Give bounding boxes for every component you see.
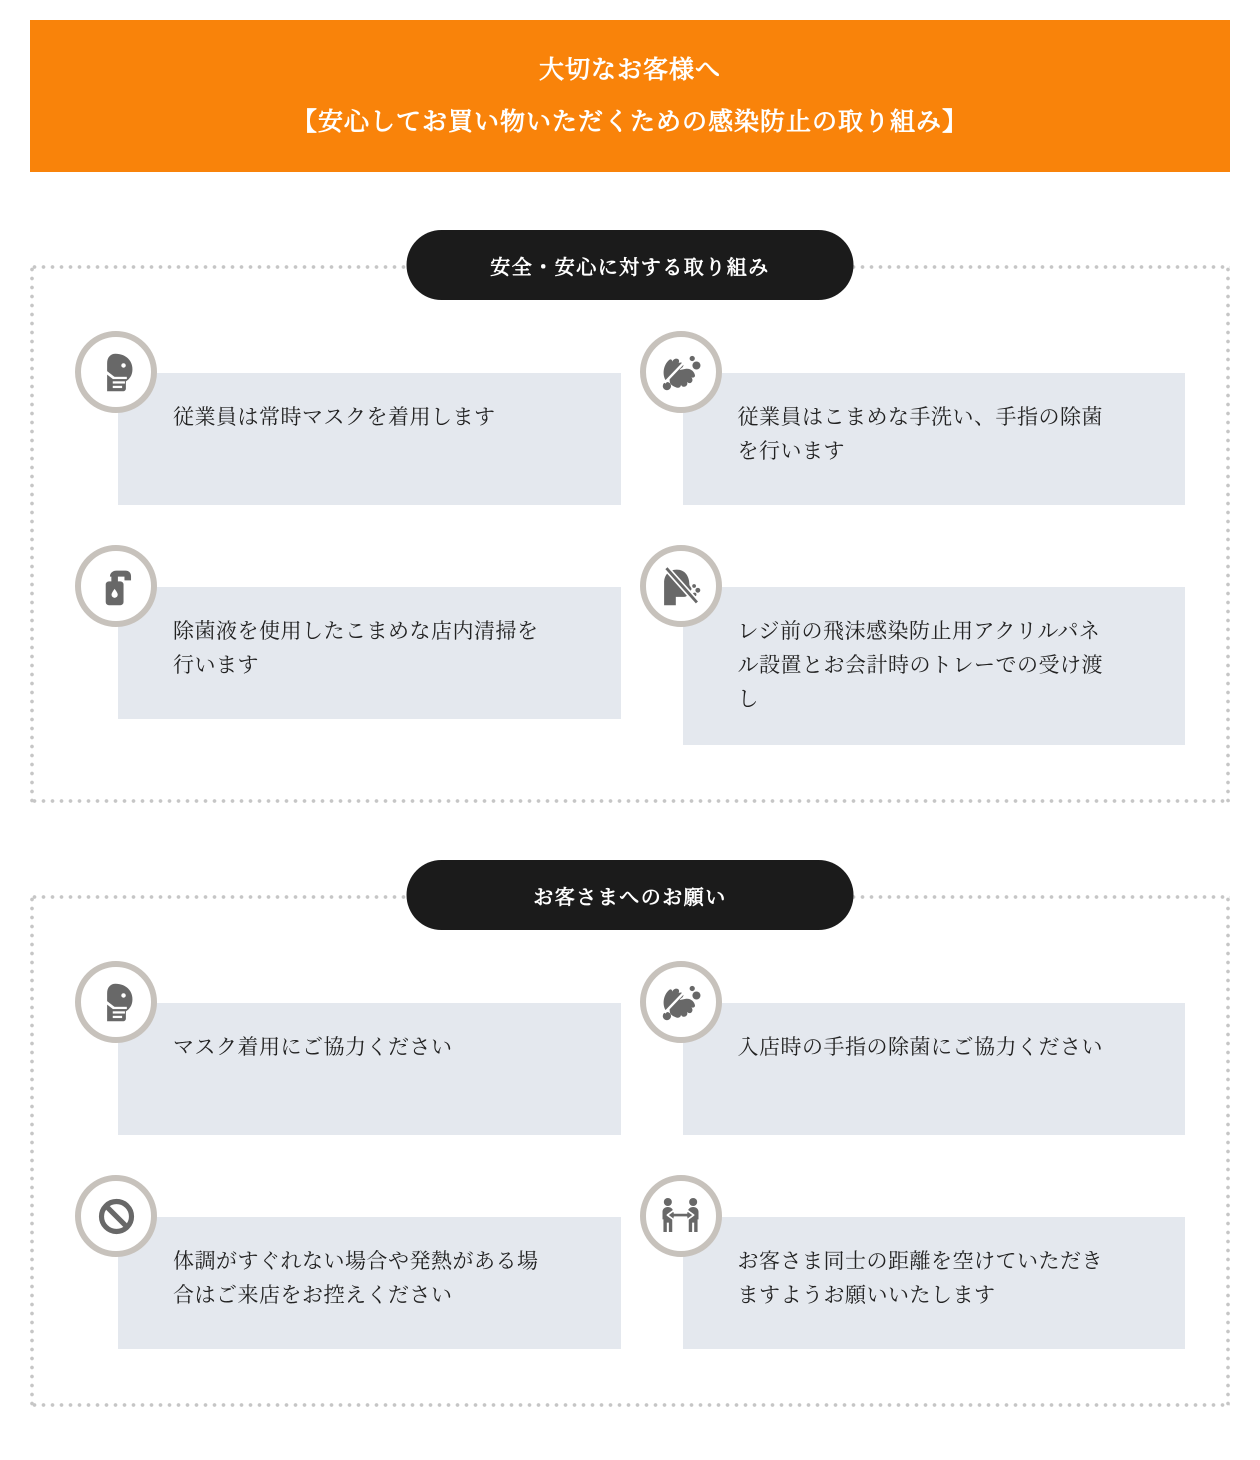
item-card (683, 587, 1186, 745)
droplet-block-icon (640, 545, 722, 627)
item-card (118, 1217, 621, 1349)
mask-face-icon (75, 331, 157, 413)
item-text: 除菌液を使用したこまめな店内清掃を行います (173, 620, 539, 677)
section-title-pill (407, 860, 854, 930)
banner-title: 大切なお客様へ (538, 56, 721, 84)
requests-grid (75, 961, 1185, 1349)
item-text: 従業員はこまめな手洗い、手指の除菌を行います (737, 406, 1103, 463)
no-entry-icon (75, 1175, 157, 1257)
item-text: レジ前の飛沫感染防止用アクリルパネル設置とお会計時のトレーでの受け渡し (737, 620, 1103, 711)
measures-grid (75, 331, 1185, 745)
item-text: 入店時の手指の除菌にご協力ください (737, 1036, 1103, 1059)
item-text: 体調がすぐれない場合や発熱がある場合はご来店をお控えください (173, 1250, 539, 1307)
list-item (640, 331, 1186, 505)
item-card (683, 1217, 1186, 1349)
list-item (75, 331, 621, 505)
item-text: マスク着用にご協力ください (173, 1036, 453, 1059)
section-customer-requests (30, 886, 1230, 1407)
section-title-pill (407, 230, 854, 300)
list-item (75, 545, 621, 745)
list-item (75, 1175, 621, 1349)
section-title: 安全・安心に対する取り組み (490, 256, 770, 279)
hand-washing-icon (640, 961, 722, 1043)
disinfectant-spray-icon (75, 545, 157, 627)
item-card (118, 587, 621, 719)
banner-subtitle: 【安心してお買い物いただくための感染防止の取り組み】 (291, 108, 968, 136)
list-item (75, 961, 621, 1135)
section-title: お客さまへのお願い (533, 886, 727, 909)
notice-banner (30, 20, 1230, 172)
item-text: お客さま同士の距離を空けていただきますようお願いいたします (737, 1250, 1103, 1307)
list-item (640, 961, 1186, 1135)
list-item (640, 545, 1186, 745)
item-text: 従業員は常時マスクを着用します (173, 406, 496, 429)
list-item (640, 1175, 1186, 1349)
section-safety-measures (30, 256, 1230, 803)
social-distance-icon (640, 1175, 722, 1257)
item-card (683, 373, 1186, 505)
item-card (118, 1003, 621, 1135)
hand-washing-icon (640, 331, 722, 413)
item-card (683, 1003, 1186, 1135)
mask-face-icon (75, 961, 157, 1043)
item-card (118, 373, 621, 505)
